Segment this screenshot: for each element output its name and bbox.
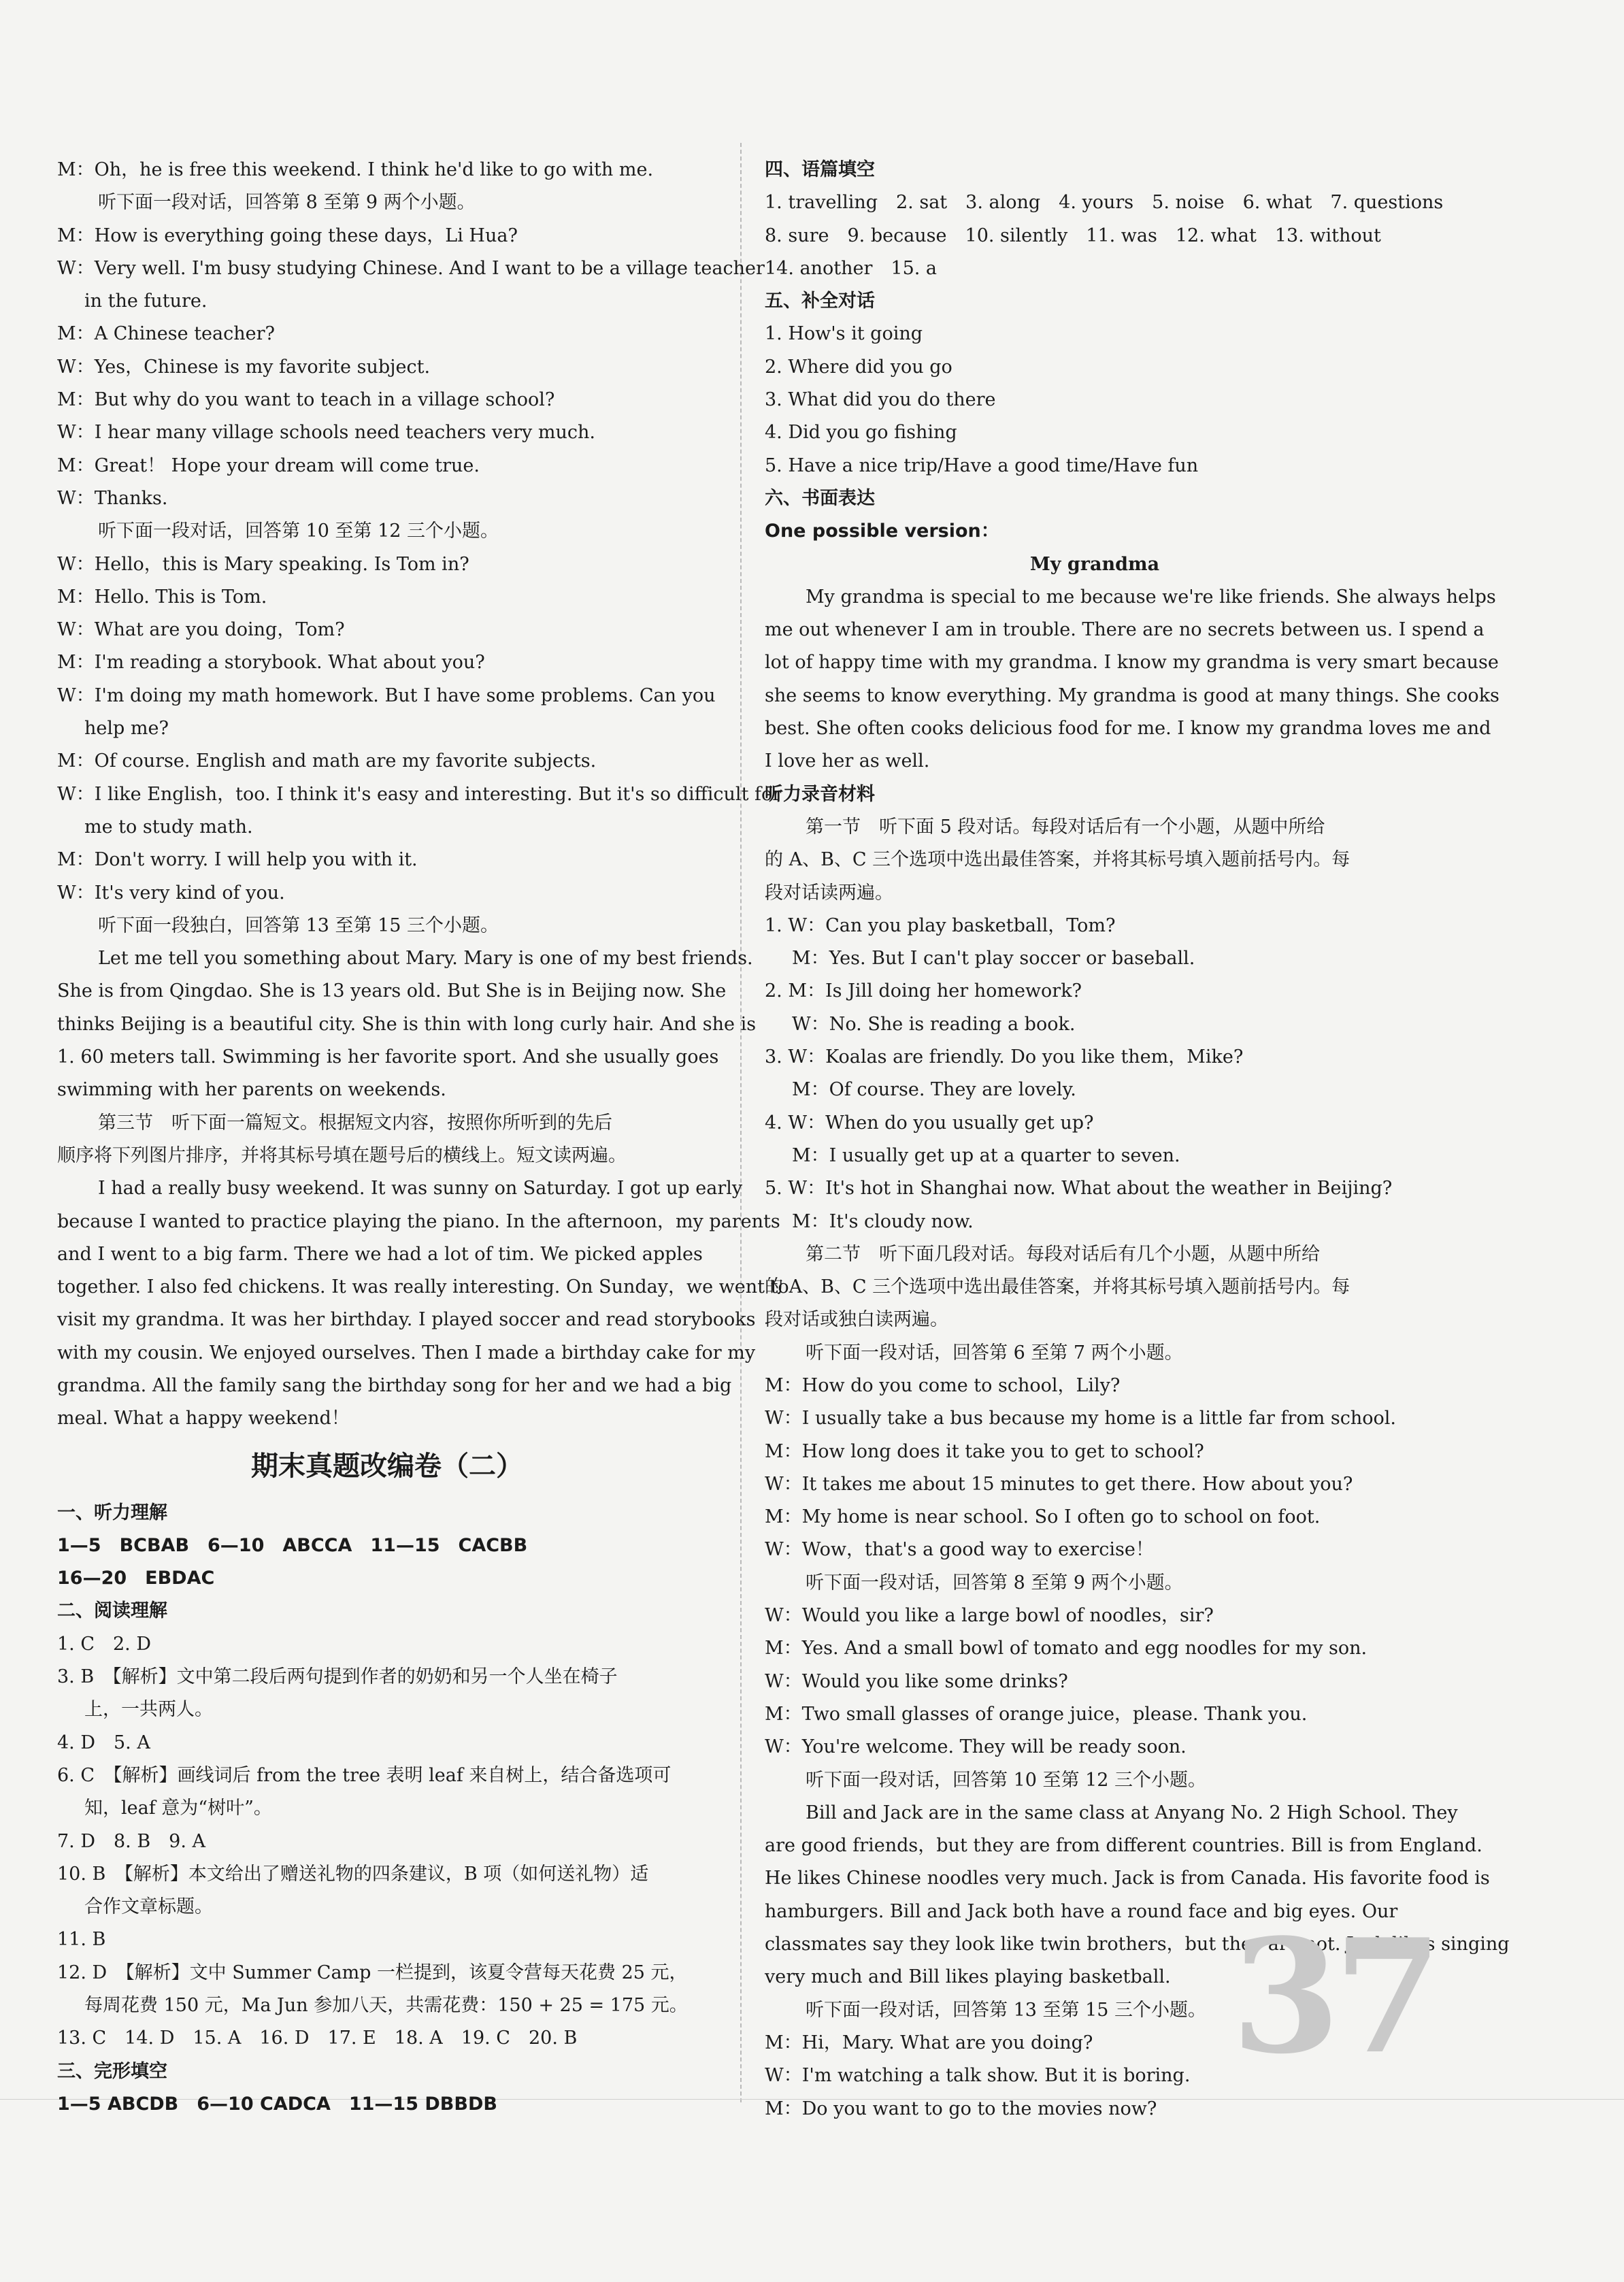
left-text-line: 每周花费 150 元，Ma Jun 参加八天，共需花费：150 + 25 = 175 元。 xyxy=(84,1995,688,2017)
right-text-line: 第二节 听下面几段对话。每段对话后有几个小题，从题中所给 xyxy=(806,1243,1320,1265)
right-text-line: 听下面一段对话，回答第 8 至第 9 两个小题。 xyxy=(806,1572,1183,1593)
right-text-line: M：I usually get up at a quarter to seven. xyxy=(792,1144,1180,1166)
right-text-line: hamburgers. Bill and Jack both have a round face and big eyes. Our xyxy=(765,1900,1398,1922)
left-text-line: W：Thanks. xyxy=(57,487,168,509)
right-text-line: M：Of course. They are lovely. xyxy=(792,1079,1076,1101)
right-text-line: best. She often cooks delicious food for me. I know my grandma loves me and xyxy=(765,718,1491,740)
left-text-line: 6. C 【解析】画线词后 from the tree 表明 leaf 来自树上，结合备选项可 xyxy=(57,1764,672,1786)
left-text-line: W：It's very kind of you. xyxy=(57,882,285,904)
right-text-line: Bill and Jack are in the same class at Anyang No. 2 High School. They xyxy=(806,1802,1458,1823)
right-text-line: M：How do you come to school，Lily? xyxy=(765,1374,1121,1396)
page-number: 37 xyxy=(1231,1905,1436,2089)
right-text-line: me out whenever I am in trouble. There are no secrets between us. I spend a xyxy=(765,619,1485,641)
left-text-line: 听下面一段对话，回答第 10 至第 12 三个小题。 xyxy=(98,520,499,542)
left-text-line: because I wanted to practice playing the piano. In the afternoon，my parents xyxy=(57,1210,780,1232)
right-text-line: M：Yes. But I can't play soccer or baseball. xyxy=(792,948,1195,970)
left-text-line: and I went to a big farm. There we had a lot of tim. We picked apples xyxy=(57,1243,703,1265)
left-text-line: 顺序将下列图片排序，并将其标号填在题号后的横线上。短文读两遍。 xyxy=(57,1144,627,1166)
right-text-line: are good friends，but they are from different countries. Bill is from England. xyxy=(765,1835,1482,1857)
left-text-line: W：Very well. I'm busy studying Chinese. And I want to be a village teacher xyxy=(57,257,765,279)
left-text-line: 1. C 2. D xyxy=(57,1633,151,1655)
right-text-line: W：It takes me about 15 minutes to get there. How about you? xyxy=(765,1473,1353,1495)
left-text-line: 一、听力理解 xyxy=(57,1502,167,1523)
right-text-line: lot of happy time with my grandma. I know my grandma is very smart because xyxy=(765,652,1499,674)
right-text-line: 六、书面表达 xyxy=(765,487,875,509)
right-text-line: My grandma is special to me because we're like friends. She always helps xyxy=(806,586,1496,608)
left-text-line: 听下面一段独白，回答第 13 至第 15 三个小题。 xyxy=(98,914,499,936)
left-text-line: W：Yes，Chinese is my favorite subject. xyxy=(57,356,431,378)
left-text-line: visit my grandma. It was her birthday. I played soccer and read storybooks xyxy=(57,1309,756,1331)
left-text-line: 7. D 8. B 9. A xyxy=(57,1830,206,1852)
right-text-line: W：Wow，that's a good way to exercise！ xyxy=(765,1539,1154,1561)
right-text-line: 第一节 听下面 5 段对话。每段对话后有一个小题，从题中所给 xyxy=(806,816,1325,838)
right-text-line: 4. Did you go fishing xyxy=(765,422,957,444)
left-text-line: I had a really busy weekend. It was sunny on Saturday. I got up early xyxy=(98,1178,743,1200)
left-text-line: W：I like English，too. I think it's easy and interesting. But it's so difficult for xyxy=(57,783,782,805)
left-text-line: meal. What a happy weekend！ xyxy=(57,1408,350,1429)
left-text-line: 1. 60 meters tall. Swimming is her favorite sport. And she usually goes xyxy=(57,1046,719,1068)
right-text-line: 3. What did you do there xyxy=(765,389,996,411)
right-text-line: 1. W：Can you play basketball，Tom? xyxy=(765,914,1116,936)
right-text-line: 五、补全对话 xyxy=(765,291,875,312)
left-text-line: 10. B 【解析】本文给出了赠送礼物的四条建议，B 项（如何送礼物）适 xyxy=(57,1863,649,1885)
left-text-line: 知，leaf 意为“树叶”。 xyxy=(84,1798,272,1819)
right-text-line: 的 A、B、C 三个选项中选出最佳答案，并将其标号填入题前括号内。每 xyxy=(765,1276,1350,1298)
right-text-line: she seems to know everything. My grandma is good at many things. She cooks xyxy=(765,684,1499,706)
right-text-line: 5. Have a nice trip/Have a good time/Have fun xyxy=(765,454,1199,476)
right-text-line: My grandma xyxy=(1029,553,1160,575)
left-text-line: thinks Beijing is a beautiful city. She is thin with long curly hair. And she is xyxy=(57,1013,757,1035)
left-text-line: swimming with her parents on weekends. xyxy=(57,1079,446,1101)
left-text-line: 二、阅读理解 xyxy=(57,1600,167,1622)
right-text-line: 5. W：It's hot in Shanghai now. What about the weather in Beijing? xyxy=(765,1178,1393,1200)
left-text-line: 11. B xyxy=(57,1929,106,1951)
left-text-line: 听下面一段对话，回答第 8 至第 9 两个小题。 xyxy=(98,192,476,214)
left-text-line: grandma. All the family sang the birthday song for her and we had a big xyxy=(57,1374,732,1396)
right-text-line: 四、语篇填空 xyxy=(765,159,875,180)
left-text-line: me to study math. xyxy=(84,816,253,838)
left-text-line: W：What are you doing，Tom? xyxy=(57,619,345,641)
left-text-line: 12. D 【解析】文中 Summer Camp 一栏提到，该夏令营每天花费 25 元， xyxy=(57,1962,688,1983)
left-text-line: 4. D 5. A xyxy=(57,1732,150,1753)
right-text-line: very much and Bill likes playing basketball. xyxy=(765,1966,1171,1988)
right-text-line: 的 A、B、C 三个选项中选出最佳答案，并将其标号填入题前括号内。每 xyxy=(765,849,1350,871)
right-text-line: M：Hi，Mary. What are you doing? xyxy=(765,2032,1093,2053)
left-text-line: 上，一共两人。 xyxy=(84,1699,213,1721)
right-text-line: M：Two small glasses of orange juice，please. Thank you. xyxy=(765,1703,1308,1725)
left-text-line: M：Great！ Hope your dream will come true. xyxy=(57,454,480,476)
left-text-line: together. I also fed chickens. It was really interesting. On Sunday，we went to xyxy=(57,1276,789,1298)
right-text-line: 段对话或独白读两遍。 xyxy=(765,1309,948,1331)
right-text-line: He likes Chinese noodles very much. Jack is from Canada. His favorite food is xyxy=(765,1868,1490,1889)
left-text-line: with my cousin. We enjoyed ourselves. Then I made a birthday cake for my xyxy=(57,1342,756,1363)
left-text-line: 期末真题改编卷（二） xyxy=(251,1450,523,1482)
right-text-line: M：Do you want to go to the movies now? xyxy=(765,2098,1157,2119)
right-text-line: M：Yes. And a small bowl of tomato and egg noodles for my son. xyxy=(765,1638,1368,1659)
right-text-line: I love her as well. xyxy=(765,750,930,772)
right-text-line: W：Would you like some drinks? xyxy=(765,1670,1068,1692)
left-text-line: M：But why do you want to teach in a village school? xyxy=(57,389,555,411)
right-text-line: W：You're welcome. They will be ready soon. xyxy=(765,1736,1187,1758)
left-text-line: 第三节 听下面一篇短文。根据短文内容，按照你所听到的先后 xyxy=(98,1112,612,1134)
right-text-line: 听下面一段对话，回答第 6 至第 7 两个小题。 xyxy=(806,1342,1183,1363)
right-text-line: One possible version： xyxy=(765,520,999,542)
right-text-line: 2. M：Is Jill doing her homework? xyxy=(765,980,1082,1002)
left-text-line: 3. B 【解析】文中第二段后两句提到作者的奶奶和另一个人坐在椅子 xyxy=(57,1666,618,1688)
right-text-line: M：My home is near school. So I often go to school on foot. xyxy=(765,1506,1321,1528)
left-text-line: She is from Qingdao. She is 13 years old. But She is in Beijing now. She xyxy=(57,980,727,1002)
right-text-line: 4. W：When do you usually get up? xyxy=(765,1112,1094,1134)
left-text-line: 1—5 BCBAB 6—10 ABCCA 11—15 CACBB xyxy=(57,1534,528,1556)
left-text-line: 13. C 14. D 15. A 16. D 17. E 18. A 19. C 20. B xyxy=(57,2028,578,2049)
right-text-line: 听力录音材料 xyxy=(765,783,875,805)
right-text-line: 1. travelling 2. sat 3. along 4. yours 5. noise 6. what 7. questions xyxy=(765,192,1444,214)
left-column xyxy=(57,154,789,2121)
left-text-line: in the future. xyxy=(84,291,208,312)
right-text-line: M：How long does it take you to get to school? xyxy=(765,1440,1204,1462)
right-text-line: 听下面一段对话，回答第 13 至第 15 三个小题。 xyxy=(806,1999,1207,2021)
right-text-line: 2. Where did you go xyxy=(765,356,952,378)
left-text-line: M：Hello. This is Tom. xyxy=(57,586,267,608)
left-text-line: 三、完形填空 xyxy=(57,2060,167,2082)
right-text-line: W：Would you like a large bowl of noodles，sir? xyxy=(765,1605,1214,1627)
left-text-line: Let me tell you something about Mary. Mary is one of my best friends. xyxy=(98,948,753,970)
right-text-line: 3. W：Koalas are friendly. Do you like them，Mike? xyxy=(765,1046,1244,1068)
left-text-line: M：Don't worry. I will help you with it. xyxy=(57,849,418,871)
left-text-line: M：How is everything going these days，Li Hua? xyxy=(57,225,518,246)
left-text-line: M：Of course. English and math are my favorite subjects. xyxy=(57,750,597,772)
right-column xyxy=(765,154,1510,2126)
left-text-line: M：A Chinese teacher? xyxy=(57,323,275,345)
left-text-line: help me? xyxy=(84,718,169,740)
column-divider xyxy=(740,143,742,2102)
right-text-line: 听下面一段对话，回答第 10 至第 12 三个小题。 xyxy=(806,1769,1207,1791)
left-text-line: W：Hello，this is Mary speaking. Is Tom in? xyxy=(57,553,469,575)
left-text-line: 合作文章标题。 xyxy=(84,1896,213,1918)
left-text-line: W：I hear many village schools need teachers very much. xyxy=(57,422,595,444)
left-text-line: M：Oh，he is free this weekend. I think he'd like to go with me. xyxy=(57,159,654,180)
left-text-line: 16—20 EBDAC xyxy=(57,1568,215,1589)
left-text-line: M：I'm reading a storybook. What about you? xyxy=(57,652,485,674)
right-text-line: classmates say they look like twin brothers，but they are not. Jack likes singing xyxy=(765,1934,1510,1955)
right-text-line: W：I usually take a bus because my home is a little far from school. xyxy=(765,1408,1396,1429)
right-text-line: 1. How's it going xyxy=(765,323,923,345)
right-text-line: M：It's cloudy now. xyxy=(792,1210,974,1232)
right-text-line: W：I'm watching a talk show. But it is boring. xyxy=(765,2065,1191,2087)
right-text-line: W：No. She is reading a book. xyxy=(792,1013,1076,1035)
left-text-line: 1—5 ABCDB 6—10 CADCA 11—15 DBBDB xyxy=(57,2093,497,2115)
right-text-line: 14. another 15. a xyxy=(765,257,938,279)
right-text-line: 8. sure 9. because 10. silently 11. was 12. what 13. without xyxy=(765,225,1381,246)
left-text-line: W：I'm doing my math homework. But I have some problems. Can you xyxy=(57,684,716,706)
right-text-line: 段对话读两遍。 xyxy=(765,882,893,904)
